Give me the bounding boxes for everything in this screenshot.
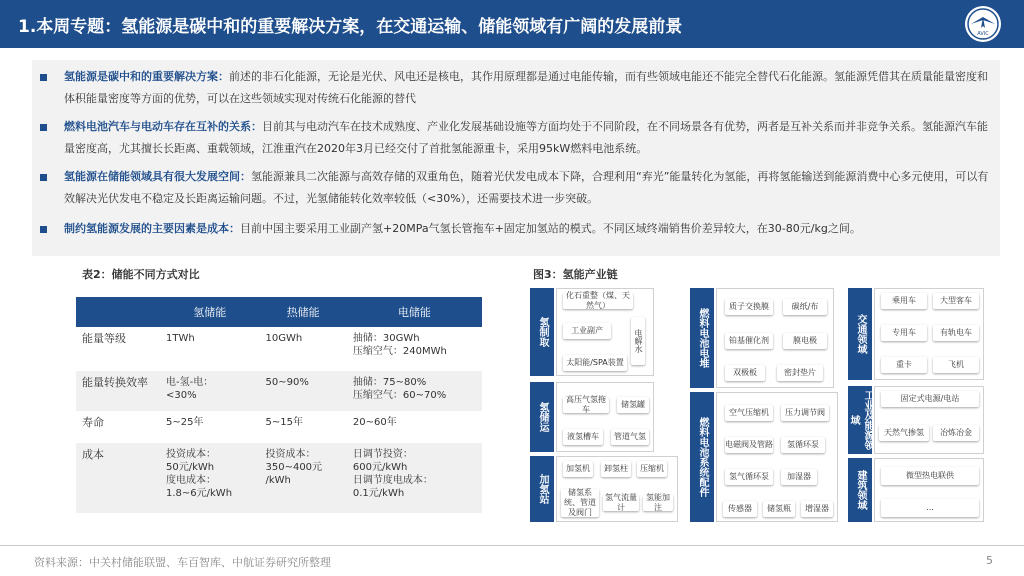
- chain-item: 太阳能/SPA装置: [563, 355, 627, 371]
- chain-item: 压力调节阀: [781, 405, 829, 421]
- table-cell: 抽储：75~80% 压缩空气：60~70%: [347, 371, 482, 411]
- building-panel: [874, 458, 984, 522]
- table-row: [76, 327, 482, 371]
- chain-item: 液氢槽车: [563, 429, 603, 445]
- bullet-4: [40, 218, 990, 240]
- chain-item: ...: [881, 499, 979, 517]
- table-cell: 投资成本： 50元/kWh 度电成本： 1.8~6元/kWh: [160, 443, 259, 513]
- table-cell: 日调节投资： 600元/kWh 日调节度电成本： 0.1元/kWh: [347, 443, 482, 513]
- table-cell: 寿命: [76, 411, 160, 443]
- transport-panel: [874, 288, 984, 380]
- production-panel: [556, 288, 654, 376]
- table-title: 表2：储能不同方式对比: [82, 268, 200, 281]
- figure-title: 图3：氢能产业链: [533, 268, 618, 281]
- table-header: [76, 297, 160, 327]
- chain-item: 双极板: [725, 365, 765, 381]
- table-header: 氢储能: [160, 297, 259, 327]
- bullet-square-icon: [40, 74, 47, 81]
- chain-item: 化石重整（煤、天然气）: [563, 293, 633, 309]
- svg-text:AVIC: AVIC: [977, 31, 989, 37]
- bullet-1-head: 氢能源是碳中和的重要解决方案：: [64, 70, 229, 83]
- table-row: [76, 411, 482, 443]
- chain-item: 传感器: [723, 501, 757, 517]
- chain-item: 氢循环泵: [781, 437, 825, 453]
- table-cell: 电-氢-电： <30%: [160, 371, 259, 411]
- table-cell: 抽储：30GWh 压缩空气：240MWh: [347, 327, 482, 371]
- chain-item: 压缩机: [637, 461, 667, 477]
- table-cell: 投资成本： 350~400元 /kWh: [259, 443, 346, 513]
- bullet-square-icon: [40, 174, 47, 181]
- chain-item: 大型客车: [933, 293, 979, 309]
- table-cell: 1TWh: [160, 327, 259, 371]
- table-cell: 能量转换效率: [76, 371, 160, 411]
- category-transport: 交通领域: [848, 288, 872, 380]
- table-cell: 5~15年: [259, 411, 346, 443]
- bullet-4-head: 制约氢能源发展的主要因素是成本：: [64, 222, 240, 235]
- chain-item: 空气压缩机: [725, 405, 773, 421]
- chain-item: 天然气掺氢: [879, 425, 929, 441]
- storage-panel: [556, 382, 654, 452]
- table-row: [76, 371, 482, 411]
- category-building: 建筑领域: [848, 458, 872, 522]
- category-station: 加氢站: [530, 456, 554, 522]
- avic-logo-icon: [963, 4, 1003, 44]
- page-number: 5: [986, 554, 993, 567]
- summary-box: [32, 60, 1000, 256]
- table-cell: 成本: [76, 443, 160, 513]
- chain-item: 工业副产: [563, 323, 611, 339]
- bullet-3-head: 氢能源在储能领域具有很大发展空间：: [64, 170, 251, 183]
- industry-panel: [874, 386, 984, 454]
- chain-item: 重卡: [881, 357, 927, 373]
- category-stack: 燃料电池电堆: [690, 288, 714, 388]
- stack-panel: [716, 288, 834, 388]
- bullet-2-body: 目前其与电动汽车在技术成熟度、产业化发展基础设施等方面均处于不同阶段，在不同场景各有优势，两者是互补关系而并非竞争关系。氢能源汽车能量密度高，尤其擅长长距离、重载领域，江淮重汽在2020年3月已经交付了首批氢能源重卡，采用95kW燃料电池系统。: [64, 120, 988, 155]
- bullet-3-body: 氢能源兼具二次能源与高效存储的双重角色，随着光伏发电成本下降，合理利用“弃光”能量转化为氢能，再将氢能输送到能源消费中心多元使用，可以有效解决光伏发电不稳定及长距离运输问题。不过，光氢储能转化效率较低（<30%），还需要技术进一步突破。: [64, 170, 989, 205]
- page-title: 1.本周专题：氢能源是碳中和的重要解决方案，在交通运输、储能领域有广阔的发展前景: [18, 17, 683, 37]
- chain-item: 飞机: [933, 357, 979, 373]
- chain-item: 储氢系统、管道及阀门: [561, 489, 599, 517]
- chain-item: 卸氢柱: [601, 461, 631, 477]
- chain-item: 质子交换膜: [725, 299, 773, 315]
- category-storage: 氢储运: [530, 382, 554, 452]
- table-header: 电储能: [347, 297, 482, 327]
- source-note: 资料来源：中关村储能联盟、车百智库、中航证券研究所整理: [34, 556, 331, 569]
- chain-item: 氢气循环泵: [725, 469, 773, 485]
- chain-item: 管道气氢: [611, 429, 649, 445]
- chain-item: 加氢机: [563, 461, 593, 477]
- bullet-2: [40, 116, 990, 160]
- storage-comparison-table: [76, 297, 482, 513]
- table-row: [76, 443, 482, 513]
- bullet-1-body: 前述的非石化能源，无论是光伏、风电还是核电，其作用原理都是通过电能传输，而有些领域电能还不能完全替代石化能源。氢能源凭借其在质量能量密度和体积能量密度等方面的优势，可以在这些领域实现对传统石化能源的替代: [64, 70, 988, 105]
- table-cell: 50~90%: [259, 371, 346, 411]
- chain-item: 铂基催化剂: [725, 333, 773, 349]
- category-system: 燃料电池系统配件: [690, 392, 714, 522]
- station-panel: [556, 456, 678, 522]
- bullet-square-icon: [40, 124, 47, 131]
- chain-item: 高压气氢拖车: [563, 397, 609, 413]
- title-bar: [0, 0, 1024, 48]
- chain-item: 有轨电车: [933, 325, 979, 341]
- bullet-square-icon: [40, 226, 47, 233]
- chain-item: 专用车: [881, 325, 927, 341]
- chain-item: 氢气流量计: [605, 493, 637, 512]
- table-cell: 能量等级: [76, 327, 160, 371]
- system-panel: [716, 392, 838, 522]
- chain-item: 乘用车: [881, 293, 927, 309]
- chain-item: 密封垫片: [777, 365, 823, 381]
- chain-item: 加湿器: [781, 469, 817, 485]
- bullet-2-head: 燃料电池汽车与电动车存在互补的关系：: [64, 120, 262, 133]
- footer-divider: [0, 545, 1024, 546]
- chain-item: 储氢罐: [617, 397, 649, 413]
- bullet-4-body: 目前中国主要采用工业副产氢+20MPa气氢长管拖车+固定加氢站的模式。不同区域终端销售价差异较大，在30-80元/kg之间。: [240, 222, 861, 235]
- category-industry: 工业及能源领域: [848, 386, 872, 454]
- table-header: 热储能: [259, 297, 346, 327]
- bullet-1: [40, 66, 990, 110]
- table-cell: 10GWh: [259, 327, 346, 371]
- chain-item: 膜电极: [783, 333, 827, 349]
- chain-item: 电解水: [631, 317, 645, 365]
- chain-item: 增湿器: [801, 501, 833, 517]
- chain-item: 碳纸/布: [783, 299, 827, 315]
- category-production: 氢制取: [530, 288, 554, 376]
- chain-item: 冶炼冶金: [933, 425, 979, 441]
- table-cell: 20~60年: [347, 411, 482, 443]
- chain-item: 固定式电源/电站: [881, 391, 979, 407]
- table-cell: 5~25年: [160, 411, 259, 443]
- chain-item: 电磁阀及管路: [725, 437, 773, 453]
- bullet-3: [40, 166, 990, 210]
- chain-item: 储氢瓶: [763, 501, 795, 517]
- chain-item: 氢能加注: [643, 495, 673, 511]
- chain-item: 微型热电联供: [881, 467, 979, 485]
